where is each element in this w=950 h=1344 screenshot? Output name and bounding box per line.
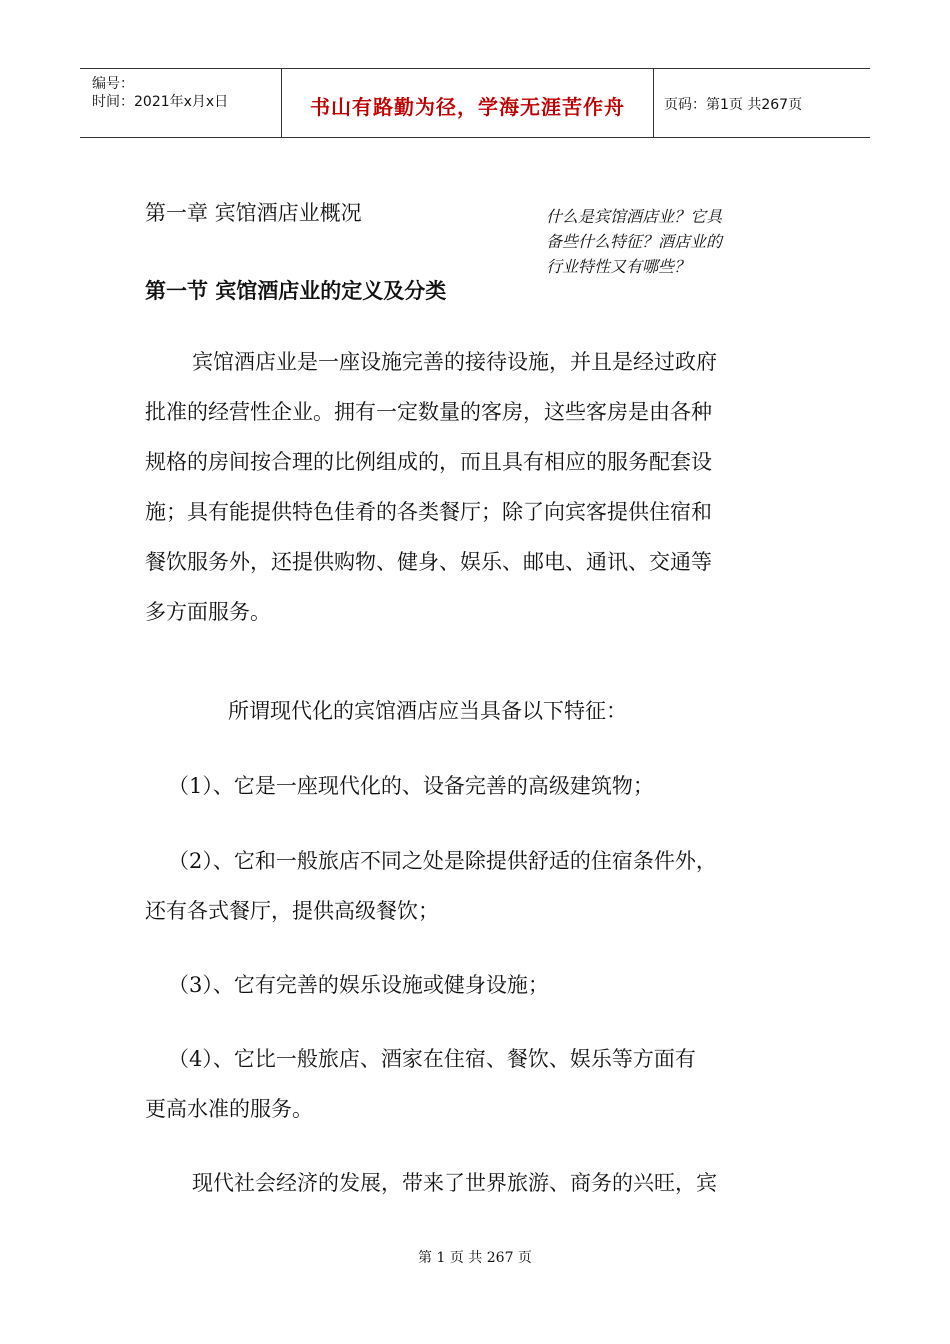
document-date-label: 时间：2021年x月x日: [92, 94, 229, 110]
side-note-line: 备些什么特征？酒店业的: [546, 232, 723, 251]
document-code-label: 编号：: [92, 76, 134, 92]
paragraph-last-line: 现代社会经济的发展，带来了世界旅游、商务的兴旺，宾: [192, 1171, 717, 1195]
feature-item-2: （2）、它和一般旅店不同之处是除提供舒适的住宿条件外，: [168, 849, 717, 873]
features-intro: 所谓现代化的宾馆酒店应当具备以下特征：: [228, 699, 627, 723]
feature-item-1: （1）、它是一座现代化的、设备完善的高级建筑物；: [168, 774, 654, 798]
paragraph-line: 施；具有能提供特色佳肴的各类餐厅；除了向宾客提供住宿和: [145, 500, 712, 524]
header-info-cell: [80, 69, 282, 137]
chapter-title: 第一章 宾馆酒店业概况: [145, 201, 362, 225]
feature-item-3: （3）、它有完善的娱乐设施或健身设施；: [168, 973, 549, 997]
paragraph-line: 宾馆酒店业是一座设施完善的接待设施，并且是经过政府: [192, 350, 717, 374]
header-page-cell: [654, 69, 870, 137]
paragraph-line: 多方面服务。: [145, 600, 271, 624]
header-motto: 书山有路勤为径，学海无涯苦作舟: [310, 95, 625, 119]
side-note-line: 行业特性又有哪些？: [546, 257, 691, 276]
feature-item-2-continued: 还有各式餐厅，提供高级餐饮；: [145, 899, 439, 923]
feature-item-4: （4）、它比一般旅店、酒家在住宿、餐饮、娱乐等方面有: [168, 1047, 696, 1071]
feature-item-4-continued: 更高水准的服务。: [145, 1097, 313, 1121]
document-header: [80, 68, 870, 138]
paragraph-line: 批准的经营性企业。拥有一定数量的客房，这些客房是由各种: [145, 400, 712, 424]
paragraph-line: 规格的房间按合理的比例组成的，而且具有相应的服务配套设: [145, 450, 712, 474]
paragraph-line: 餐饮服务外，还提供购物、健身、娱乐、邮电、通讯、交通等: [145, 550, 712, 574]
side-note: [546, 204, 756, 279]
header-motto-cell: [282, 69, 654, 137]
page-footer: 第 1 页 共 267 页: [418, 1250, 532, 1266]
section-title: 第一节 宾馆酒店业的定义及分类: [145, 279, 447, 303]
header-page-number: 页码：第1页 共267页: [664, 97, 803, 113]
side-note-line: 什么是宾馆酒店业？它具: [546, 207, 723, 226]
